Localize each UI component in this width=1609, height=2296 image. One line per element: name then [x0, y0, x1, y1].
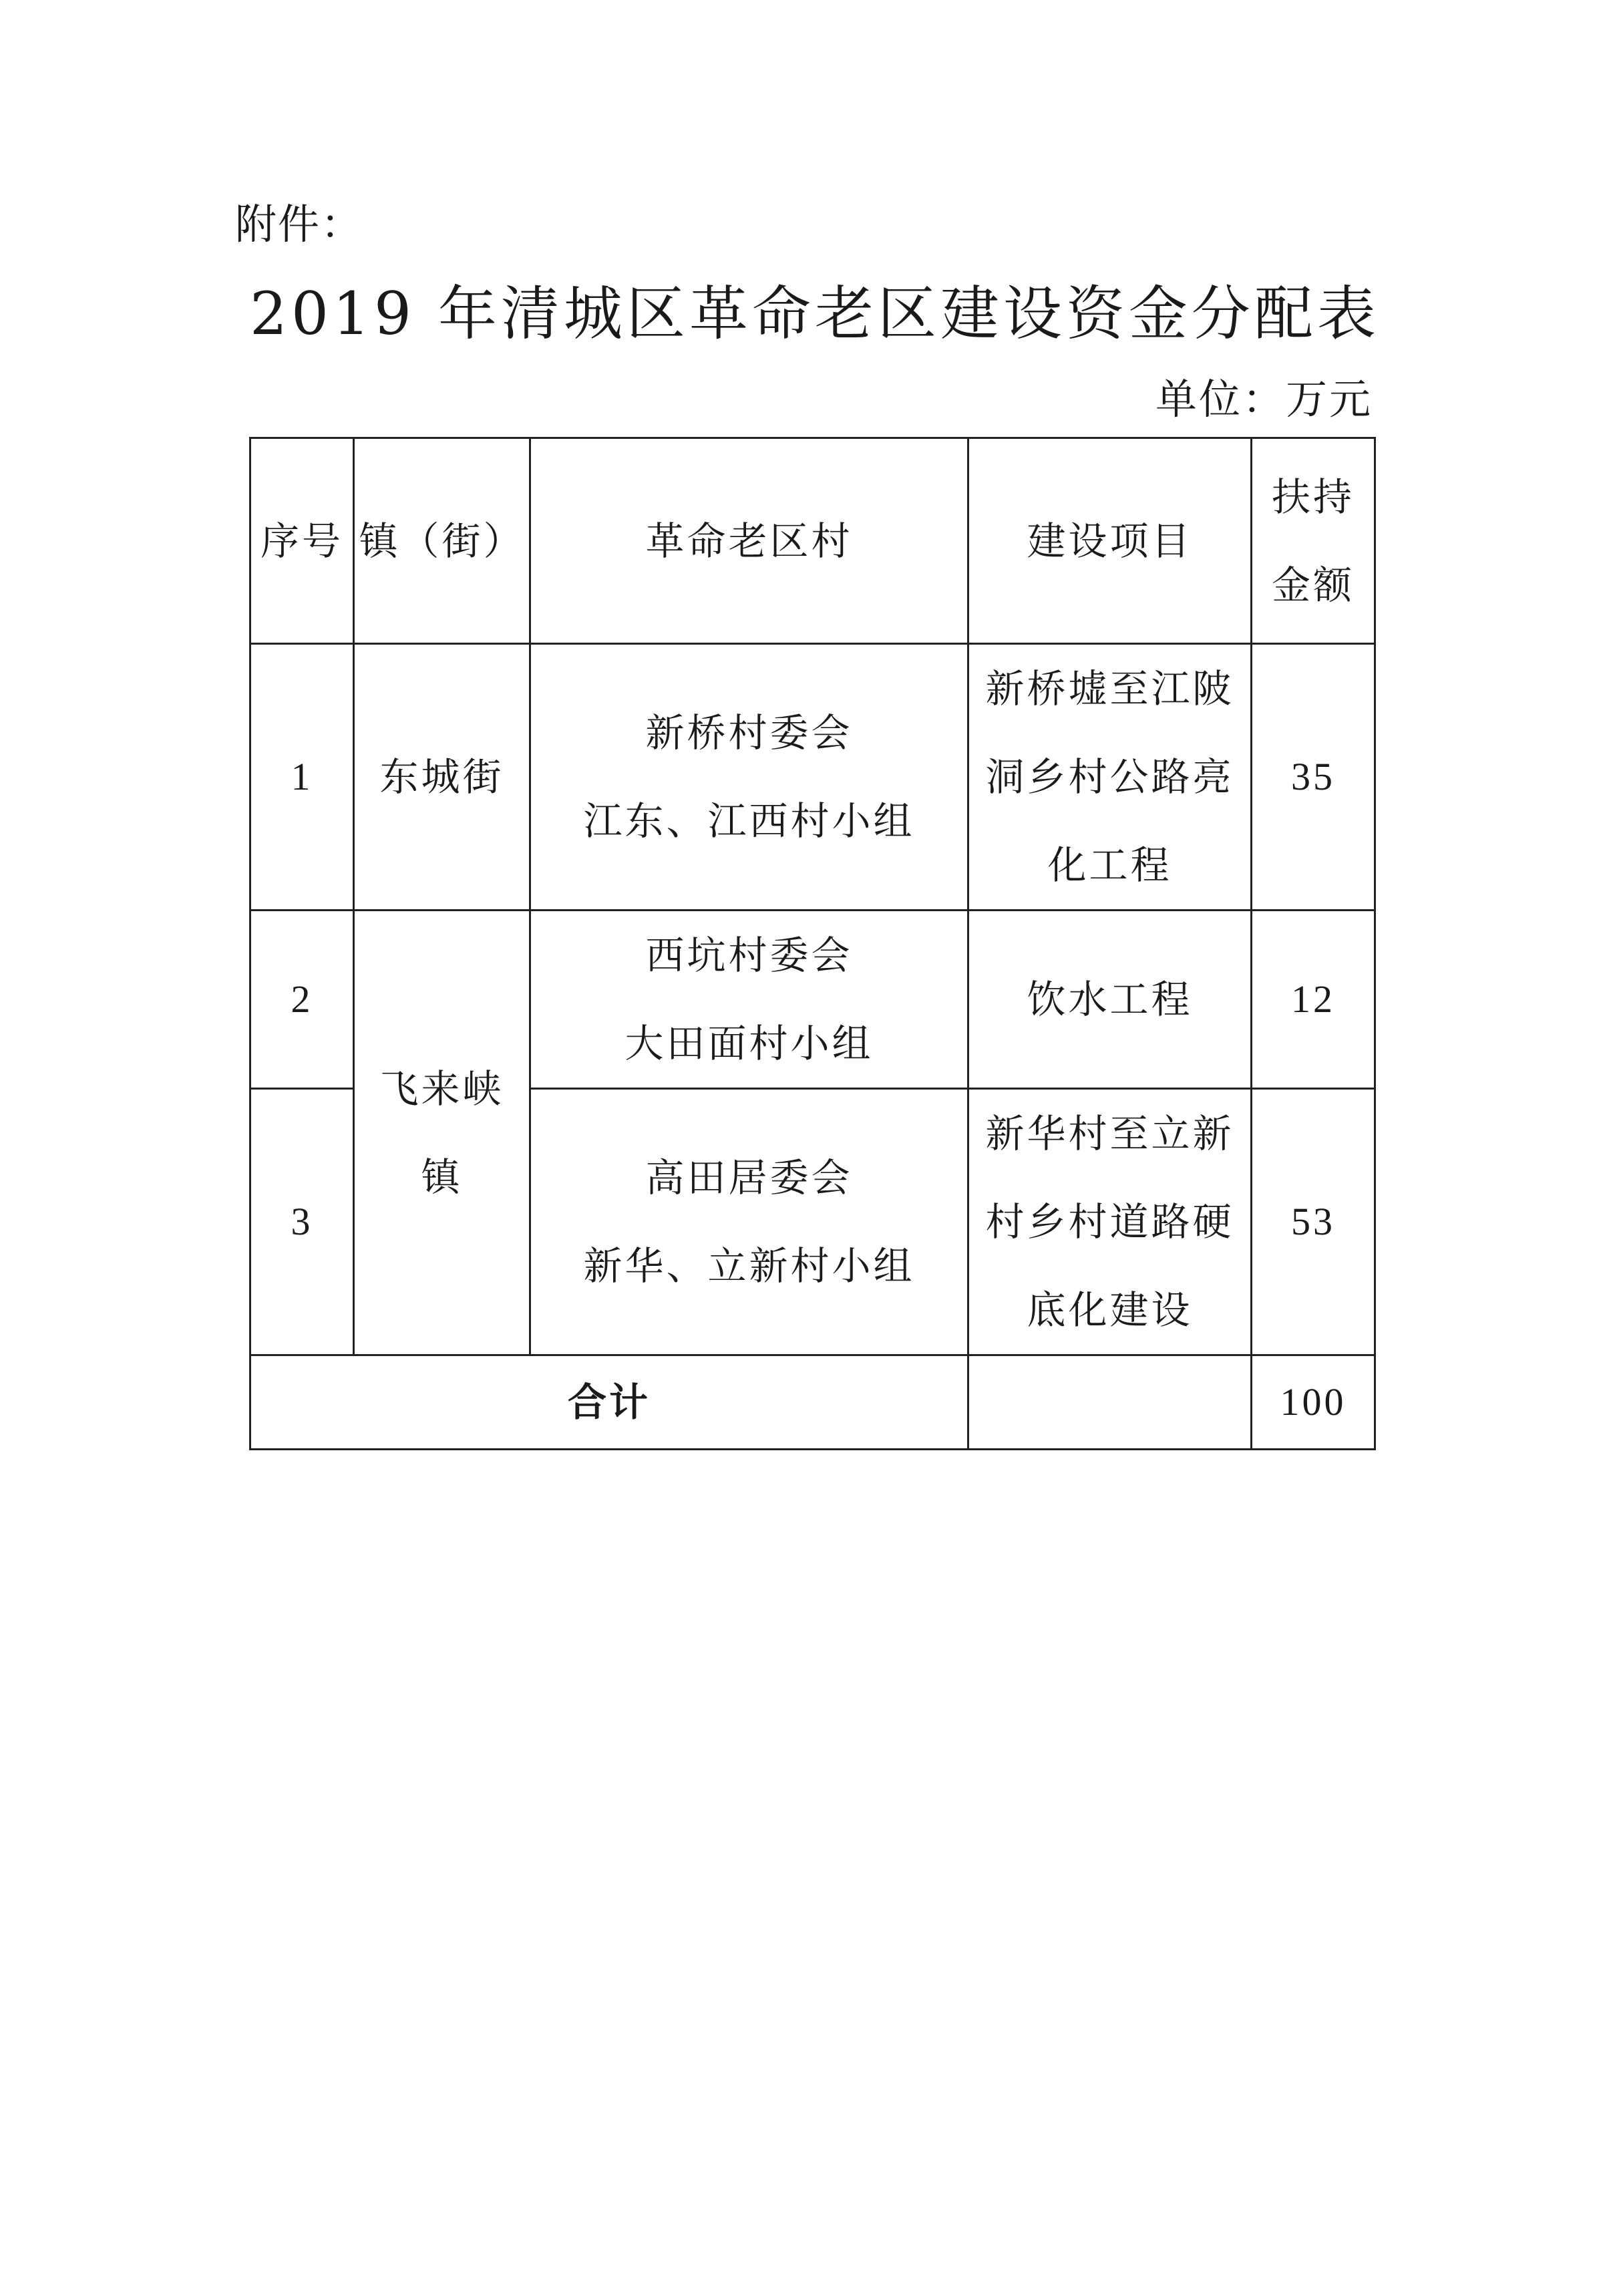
project-line: 洞乡村公路亮 [985, 754, 1234, 800]
header-village: 革命老区村 [530, 438, 968, 644]
row-village [530, 1089, 968, 1355]
town-line: 飞来峡 [379, 1065, 504, 1112]
row-town: 东城街 [354, 644, 530, 911]
total-label: 合计 [250, 1355, 968, 1450]
header-project: 建设项目 [968, 438, 1252, 644]
row-index: 3 [250, 1089, 354, 1355]
row-index: 2 [250, 911, 354, 1089]
project-line: 化工程 [1047, 842, 1172, 888]
village-name: 高田居委会 [645, 1155, 853, 1200]
project-line: 村乡村道路硬 [985, 1199, 1234, 1245]
total-amount: 100 [1252, 1355, 1375, 1450]
row-project [968, 911, 1252, 1089]
town-line: 镇 [421, 1154, 463, 1200]
row-project [968, 644, 1252, 911]
document-title: 2019 年清城区革命老区建设资金分配表 [250, 279, 1380, 348]
row-village [530, 911, 968, 1089]
total-project [968, 1355, 1252, 1450]
unit-label: 单位：万元 [1155, 375, 1373, 424]
village-groups: 大田面村小组 [624, 1021, 874, 1066]
total-row [250, 1355, 1375, 1450]
allocation-table [249, 437, 1376, 1450]
project-line: 饮水工程 [1027, 977, 1193, 1022]
table-row [250, 644, 1375, 911]
village-name: 西坑村委会 [645, 933, 853, 978]
header-amount-line2: 金额 [1271, 562, 1355, 608]
header-index: 序号 [250, 438, 354, 644]
row-amount: 35 [1252, 644, 1375, 911]
table-header-row [250, 438, 1375, 644]
village-groups: 江东、江西村小组 [583, 798, 915, 844]
header-town: 镇（街） [354, 438, 530, 644]
village-name: 新桥村委会 [645, 710, 853, 756]
header-amount-line1: 扶持 [1271, 474, 1355, 520]
row-village [530, 644, 968, 911]
project-line: 新桥墟至江陂 [985, 666, 1234, 711]
header-amount [1252, 438, 1375, 644]
project-line: 底化建设 [1027, 1287, 1193, 1333]
row-amount: 53 [1252, 1089, 1375, 1355]
row-index: 1 [250, 644, 354, 911]
row-town-merged [354, 911, 530, 1355]
project-line: 新华村至立新 [985, 1111, 1234, 1156]
village-groups: 新华、立新村小组 [583, 1243, 915, 1289]
row-amount: 12 [1252, 911, 1375, 1089]
table-row [250, 911, 1375, 1089]
row-project [968, 1089, 1252, 1355]
attachment-label: 附件： [235, 200, 364, 249]
